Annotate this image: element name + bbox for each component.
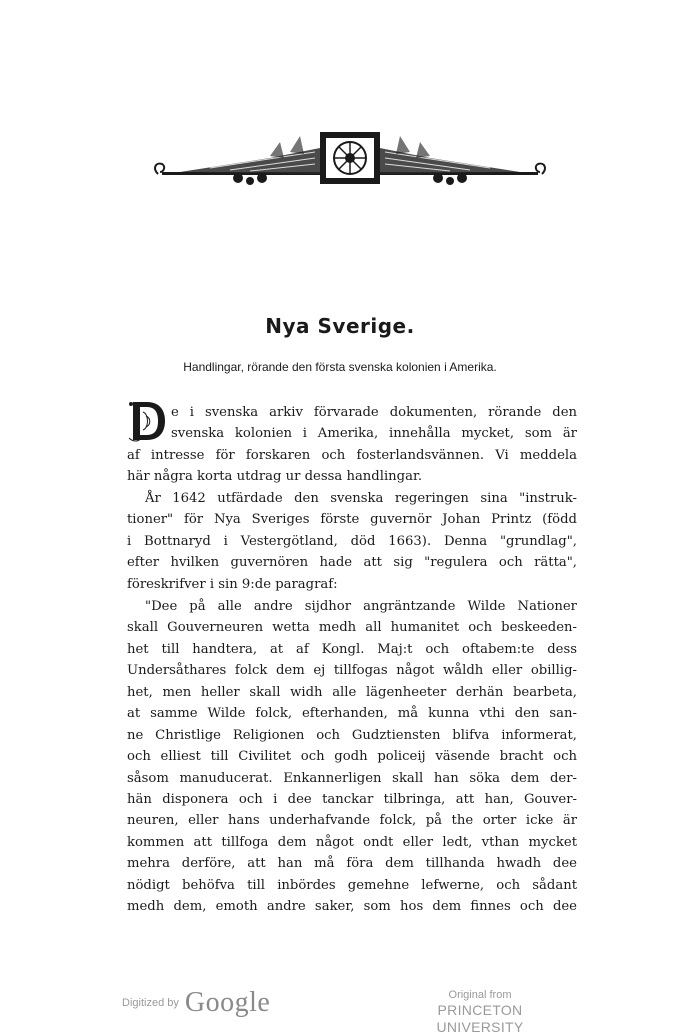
text-line: Undersåthares folck dem ej tillfogas något wåldh eller obillig-: [127, 663, 577, 679]
text-line: "Dee på alle andre sijdhor angräntzande Wilde Nationer: [145, 599, 577, 614]
text-line: skall Gouverneuren wetta medh all humanitet och beskeeden-: [127, 620, 577, 636]
google-logo: Google: [184, 987, 271, 1018]
digitized-by-label: Digitized by: [122, 997, 179, 1009]
text-line: at samme Wilde folck, efterhanden, må kunna vthi den san-: [127, 706, 577, 722]
text-line: tioner" för Nya Sveriges förste guvernör Johan Printz (född: [127, 512, 577, 528]
paragraph-1: [127, 402, 577, 488]
paragraph-3: [127, 596, 577, 918]
text-line: i Bottnaryd i Vestergötland, död 1663). Denna "grundlag",: [127, 533, 577, 549]
text-line: ne Christlige Religionen och Gudztiensten blifva informerat,: [127, 727, 577, 743]
text-line: såsom manuducerat. Enkannerligen skall han söka dem der-: [127, 770, 577, 786]
text-line: e i svenska arkiv förvarade dokumenten, rörande den: [171, 405, 577, 420]
text-line: medh dem, emoth andre saker, som hos dem finnes och dee: [127, 899, 577, 915]
text-line: het till handtera, at af Kongl. Maj:t och oftabem:te dess: [127, 641, 577, 657]
text-line: neuren, eller hans underhafvande folck, på the orter icke är: [127, 813, 577, 829]
digitized-by-watermark: [122, 987, 270, 1019]
text-line: efter hvilken guvernören hade att sig "regulera och rätta",: [127, 555, 577, 571]
text-line: nödigt behöfva till inbördes gemehne lefwerne, och sådant: [127, 877, 577, 893]
text-line: År 1642 utfärdade den svenska regeringen sina "instruk-: [145, 491, 577, 506]
text-line: af intresse för forskaren och fosterlandsvännen. Vi meddela: [127, 447, 577, 463]
page-title: Nya Sverige.: [265, 314, 415, 338]
university-label: PRINCETON UNIVERSITY: [436, 1002, 524, 1035]
text-line: kommen att tillfoga dem något ondt eller ledt, vthan mycket: [127, 834, 577, 850]
paragraph-2: [127, 488, 577, 595]
text-line: hän disponera och i dee tanckar tilbringa, att han, Gouver-: [127, 791, 577, 807]
text-line: och elliest till Civilitet och godh policeij väsende bracht och: [127, 749, 577, 765]
text-line: mehra derföre, att han må föra dem tillhanda hwadh dee: [127, 856, 577, 872]
page-subtitle: Handlingar, rörande den första svenska kolonien i Amerika.: [183, 360, 497, 374]
text-line: svenska kolonien i Amerika, innehålla mycket, som är: [171, 426, 577, 442]
text-line: het, men heller skall widh alle lägenheeter derhän bearbeta,: [127, 684, 577, 700]
original-from-label: Original from: [448, 989, 512, 1001]
text-line: föreskrifver i sin 9:de paragraf:: [127, 576, 338, 592]
header-ornament: [150, 128, 550, 188]
original-from-watermark: [400, 989, 560, 1036]
text-line: här några korta utdrag ur dessa handlingar.: [127, 469, 423, 485]
